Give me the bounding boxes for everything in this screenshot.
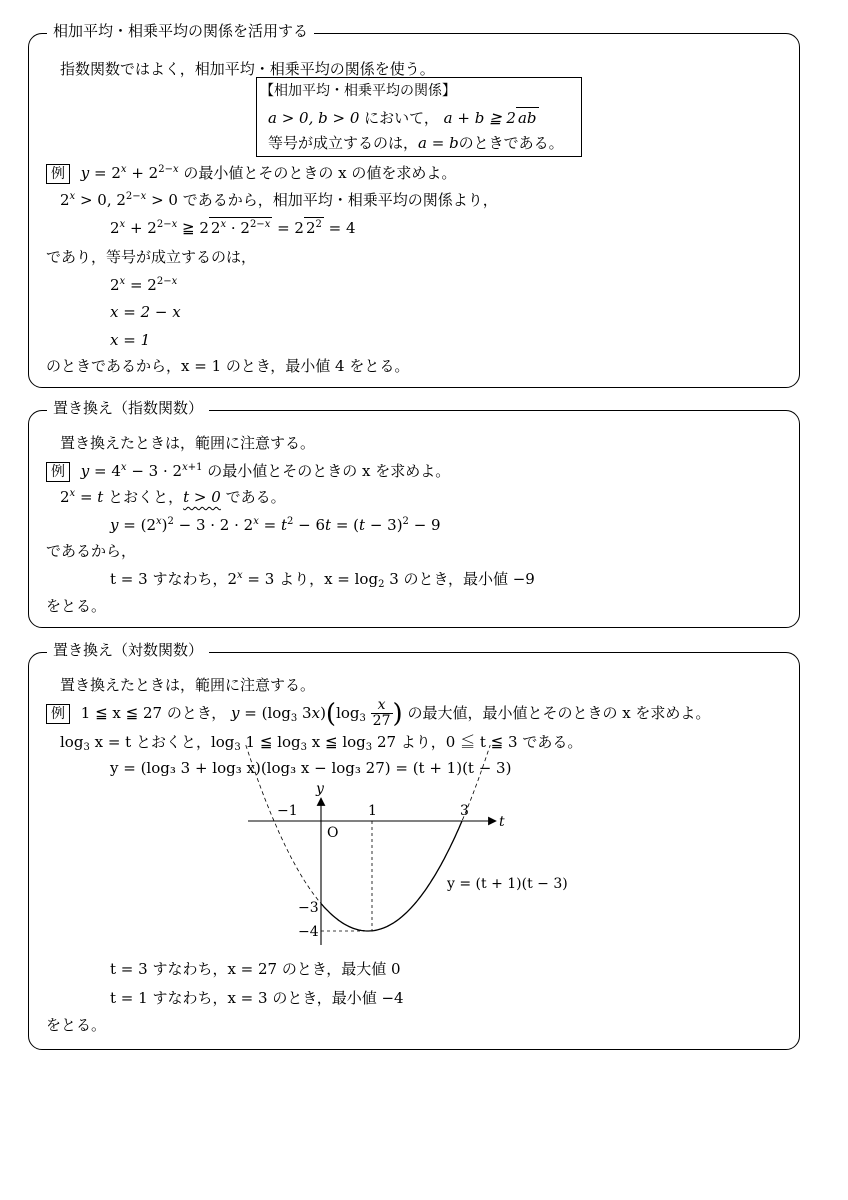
- example-badge: 例: [46, 164, 70, 184]
- s3-line1: $\log_3 x = t$ とおくと，$\log_3 1$ ≦ $\log_3 x$ ≦ $\log_3 27$ より，0 ≦ t ≦ 3 である。: [60, 733, 583, 753]
- s2-line5: をとる。: [46, 597, 107, 615]
- am-gm-box-line1: a > 0, b > 0 において， a + b ≧ 2 ab: [268, 109, 537, 127]
- s3-line2: y = (log₃ 3 + log₃ x)(log₃ x − log₃ 27) = (t + 1)(t − 3): [110, 759, 512, 777]
- s3-line4: t = 3 すなわち，x = 27 のとき，最大値 0: [110, 960, 401, 978]
- parabola-solid-curve: [321, 821, 462, 931]
- example-badge: 例: [46, 704, 70, 724]
- s2-line2: $y = (2^x)^2 - 3 \cdot 2 \cdot 2^x = t^2 - 6t = (t - 3)^2 - 9$: [110, 516, 441, 534]
- s1-line-eq2: x = 2 − x: [110, 303, 181, 321]
- s2-line1: $2^x = t$ とおくと，t > 0 である。: [60, 488, 286, 506]
- section-title: 置き換え（指数関数）: [47, 401, 209, 416]
- s1-line-eq3: x = 1: [110, 331, 151, 349]
- am-gm-box-title: 【相加平均・相乗平均の関係】: [260, 83, 456, 99]
- s2-line4: t = 3 すなわち，2$^x$ = 3 より，$x = \log_2 3$ のとき，最小値 −9: [110, 570, 535, 590]
- s3-example: 例 1 ≦ x ≦ 27 のとき， $y = (\log_3$ $3x)(\log_3$ $\frac{x}{27}$ ) の最大値，最小値とそのときの x を求めよ。: [46, 698, 710, 730]
- s1-line-eq1: $2^x = 2^{2-x}$: [110, 276, 178, 294]
- s3-intro: 置き換えたときは，範囲に注意する。: [60, 676, 316, 694]
- s1-example-formula: $y = 2^x + 2^{2-x}$: [80, 164, 179, 182]
- t-positive-condition: t > 0: [183, 488, 221, 506]
- s2-intro: 置き換えたときは，範囲に注意する。: [60, 434, 316, 452]
- s2-line3: であるから，: [46, 542, 137, 560]
- tick-label-3: 3: [460, 803, 469, 819]
- tick-label-minus3: −3: [298, 900, 319, 916]
- am-gm-box-line2: 等号が成立するのは，a = bのときである。: [268, 134, 564, 152]
- s1-line3: であり，等号が成立するのは，: [46, 248, 257, 266]
- s2-example-formula: $y = 4^x - 3 \cdot 2^{x+1}$: [80, 462, 203, 480]
- s1-conclusion: のときであるから，x = 1 のとき，最小値 4 をとる。: [46, 357, 410, 375]
- sqrt-ab: ab: [517, 109, 537, 127]
- x-over-27-fraction: $\frac{x}{27}$: [372, 697, 391, 730]
- s3-line5: t = 1 すなわち，x = 3 のとき，最小値 −4: [110, 989, 404, 1007]
- curve-label: y = (t + 1)(t − 3): [447, 876, 568, 892]
- section-title: 相加平均・相乗平均の関係を活用する: [47, 24, 314, 39]
- s2-example: 例 $y = 4^x - 3 \cdot 2^{x+1}$ の最小値とそのときの x を求めよ。: [46, 462, 450, 482]
- s1-example: 例 $y = 2^x + 2^{2-x}$ の最小値とそのときの x の値を求めよ。: [46, 164, 456, 184]
- tick-label-1: 1: [368, 803, 377, 819]
- s1-intro: 指数関数ではよく，相加平均・相乗平均の関係を使う。: [60, 60, 435, 78]
- tick-label-minus4: −4: [298, 924, 319, 940]
- tick-label-minus1: −1: [277, 803, 298, 819]
- origin-label: O: [327, 825, 339, 841]
- section-title: 置き換え（対数関数）: [47, 643, 209, 658]
- t-axis-label: t: [499, 814, 505, 830]
- s3-line6: をとる。: [46, 1016, 107, 1034]
- example-badge: 例: [46, 462, 70, 482]
- y-axis-label: y: [316, 781, 324, 797]
- s1-line1: $2^x > 0$, $2^{2-x} > 0$ であるから，相加平均・相乗平均の関係より，: [60, 191, 498, 209]
- s1-line2: $2^x + 2^{2-x}$ ≧ 2 $2^x \cdot 2^{2-x} = 2$ $2^2 = 4$: [110, 219, 356, 237]
- parabola-dashed-extension: [246, 745, 490, 931]
